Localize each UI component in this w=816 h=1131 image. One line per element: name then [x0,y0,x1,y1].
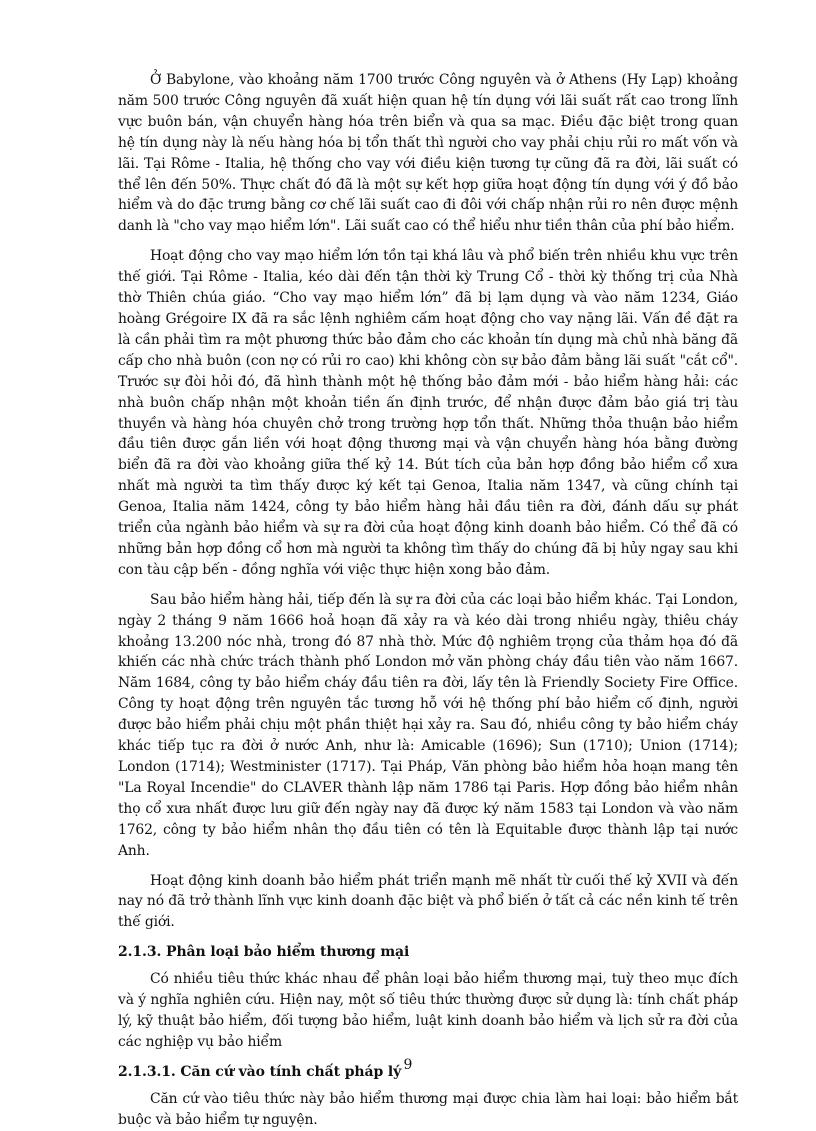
page-body [118,70,738,1128]
paragraph-bao-hiem-khac: Sau bảo hiểm hàng hải, tiếp đến là sự ra đời của các loại bảo hiểm khác. Tại London, ngày 2 tháng 9 năm 1666 hoả hoạn đã xảy ra và kéo dài trong nhiều ngày, thiêu cháy khoảng 13.200 nóc nhà, trong đó 87 nhà thờ. Mức độ nghiêm trọng của thảm họa đó đã khiến các nhà chức trách thành phố London mở văn phòng cháy đầu tiên vào năm 1667. Năm 1684, công ty bảo hiểm cháy đầu tiên ra đời, lấy tên là Friendly Society Fire Office. Công ty hoạt động trên nguyên tắc tương hỗ với hệ thống phí bảo hiểm cố định, người được bảo hiểm phải chịu một phần thiệt hại xảy ra. Sau đó, nhiều công ty bảo hiểm cháy khác tiếp tục ra đời ở nước Anh, như là: Amicable (1696); Sun (1710); Union (1714); London (1714); Westminister (1717). Tại Pháp, Văn phòng bảo hiểm hỏa hoạn mang tên "La Royal Incendie" do CLAVER thành lập năm 1786 tại Paris. Hợp đồng bảo hiểm nhân thọ cổ xưa nhất được lưu giữ đến ngày nay đã được ký năm 1583 tại London và vào năm 1762, công ty bảo hiểm nhân thọ đầu tiên có tên là Equitable được thành lập tại nước Anh. [118,591,738,859]
paragraph-kinh-doanh-bao-hiem: Hoạt động kinh doanh bảo hiểm phát triển mạnh mẽ nhất từ cuối thế kỷ XVII và đến nay nó đã trở thành lĩnh vực kinh doanh đặc biệt và phổ biến ở tất cả các nền kinh tế trên thế giới. [118,872,738,931]
page-number: 9 [403,1057,413,1073]
paragraph-cho-vay-mao-hiem: Hoạt động cho vay mạo hiểm lớn tồn tại khá lâu và phổ biến trên nhiều khu vực trên thế giới. Tại Rôme - Italia, kéo dài đến tận thời kỳ Trung Cổ - thời kỳ thống trị của Nhà thờ Thiên chúa giáo. “Cho vay mạo hiểm lớn” đã bị lạm dụng và vào năm 1234, Giáo hoàng Grégoire IX đã ra sắc lệnh nghiêm cấm hoạt động cho vay nặng lãi. Vấn đề đặt ra là cần phải tìm ra một phương thức bảo đảm cho các khoản tín dụng mà chủ nhà băng đã cấp cho nhà buôn (con nợ có rủi ro cao) khi không còn sự bảo đảm bằng lãi suất "cắt cổ". Trước sự đòi hỏi đó, đã hình thành một hệ thống bảo đảm mới - bảo hiểm hàng hải: các nhà buôn chấp nhận một khoản tiền ấn định trước, để nhận được đảm bảo giá trị tàu thuyền và hàng hóa chuyên chở trong trường hợp tổn thất. Những thỏa thuận bảo hiểm đầu tiên được gắn liền với hoạt động thương mại và vận chuyển hàng hóa bằng đường biển đã ra đời vào khoảng giữa thế kỷ 14. Bút tích của bản hợp đồng bảo hiểm cổ xưa nhất mà người ta tìm thấy được ký kết tại Genoa, Italia năm 1347, và cũng chính tại Genoa, Italia năm 1424, công ty bảo hiểm hàng hải đầu tiên ra đời, đánh dấu sự phát triển của ngành bảo hiểm và sự ra đời của hoạt động kinh doanh bảo hiểm. Có thể đã có những bản hợp đồng cổ hơn mà người ta không tìm thấy do chúng đã bị hủy ngay sau khi con tàu cập bến - đồng nghĩa với việc thực hiện xong bảo đảm. [118,248,738,578]
paragraph-tinh-chat-phap-ly: Căn cứ vào tiêu thức này bảo hiểm thương mại được chia làm hai loại: bảo hiểm bắt buộc và bảo hiểm tự nguyện. [118,1090,738,1128]
section-heading-2-1-3-1: 2.1.3.1. Căn cứ vào tính chất pháp lý [118,1063,402,1080]
paragraph-phan-loai: Có nhiều tiêu thức khác nhau để phân loại bảo hiểm thương mại, tuỳ theo mục đích và ý nghĩa nghiên cứu. Hiện nay, một số tiêu thức thường được sử dụng là: tính chất pháp lý, kỹ thuật bảo hiểm, đối tượng bảo hiểm, luật kinh doanh bảo hiểm và lịch sử ra đời của các nghiệp vụ bảo hiểm [118,971,738,1050]
section-heading-2-1-3: 2.1.3. Phân loại bảo hiểm thương mại [118,944,410,961]
paragraph-babylone-athens: Ở Babylone, vào khoảng năm 1700 trước Công nguyên và ở Athens (Hy Lạp) khoảng năm 500 trước Công nguyên đã xuất hiện quan hệ tín dụng với lãi suất rất cao trong lĩnh vực buôn bán, vận chuyển hàng hóa trên biển và qua sa mạc. Điều đặc biệt trong quan hệ tín dụng này là nếu hàng hóa bị tổn thất thì người cho vay phải chịu rủi ro mất vốn và lãi. Tại Rôme - Italia, hệ thống cho vay với điều kiện tương tự cũng đã ra đời, lãi suất có thể lên đến 50%. Thực chất đó đã là một sự kết hợp giữa hoạt động tín dụng với ý đồ bảo hiểm và do đặc trưng bằng cơ chế lãi suất cao đi đôi với chấp nhận rủi ro nên được mệnh danh là "cho vay mạo hiểm lớn". Lãi suất cao có thể hiểu như tiền thân của phí bảo hiểm. [118,72,738,235]
